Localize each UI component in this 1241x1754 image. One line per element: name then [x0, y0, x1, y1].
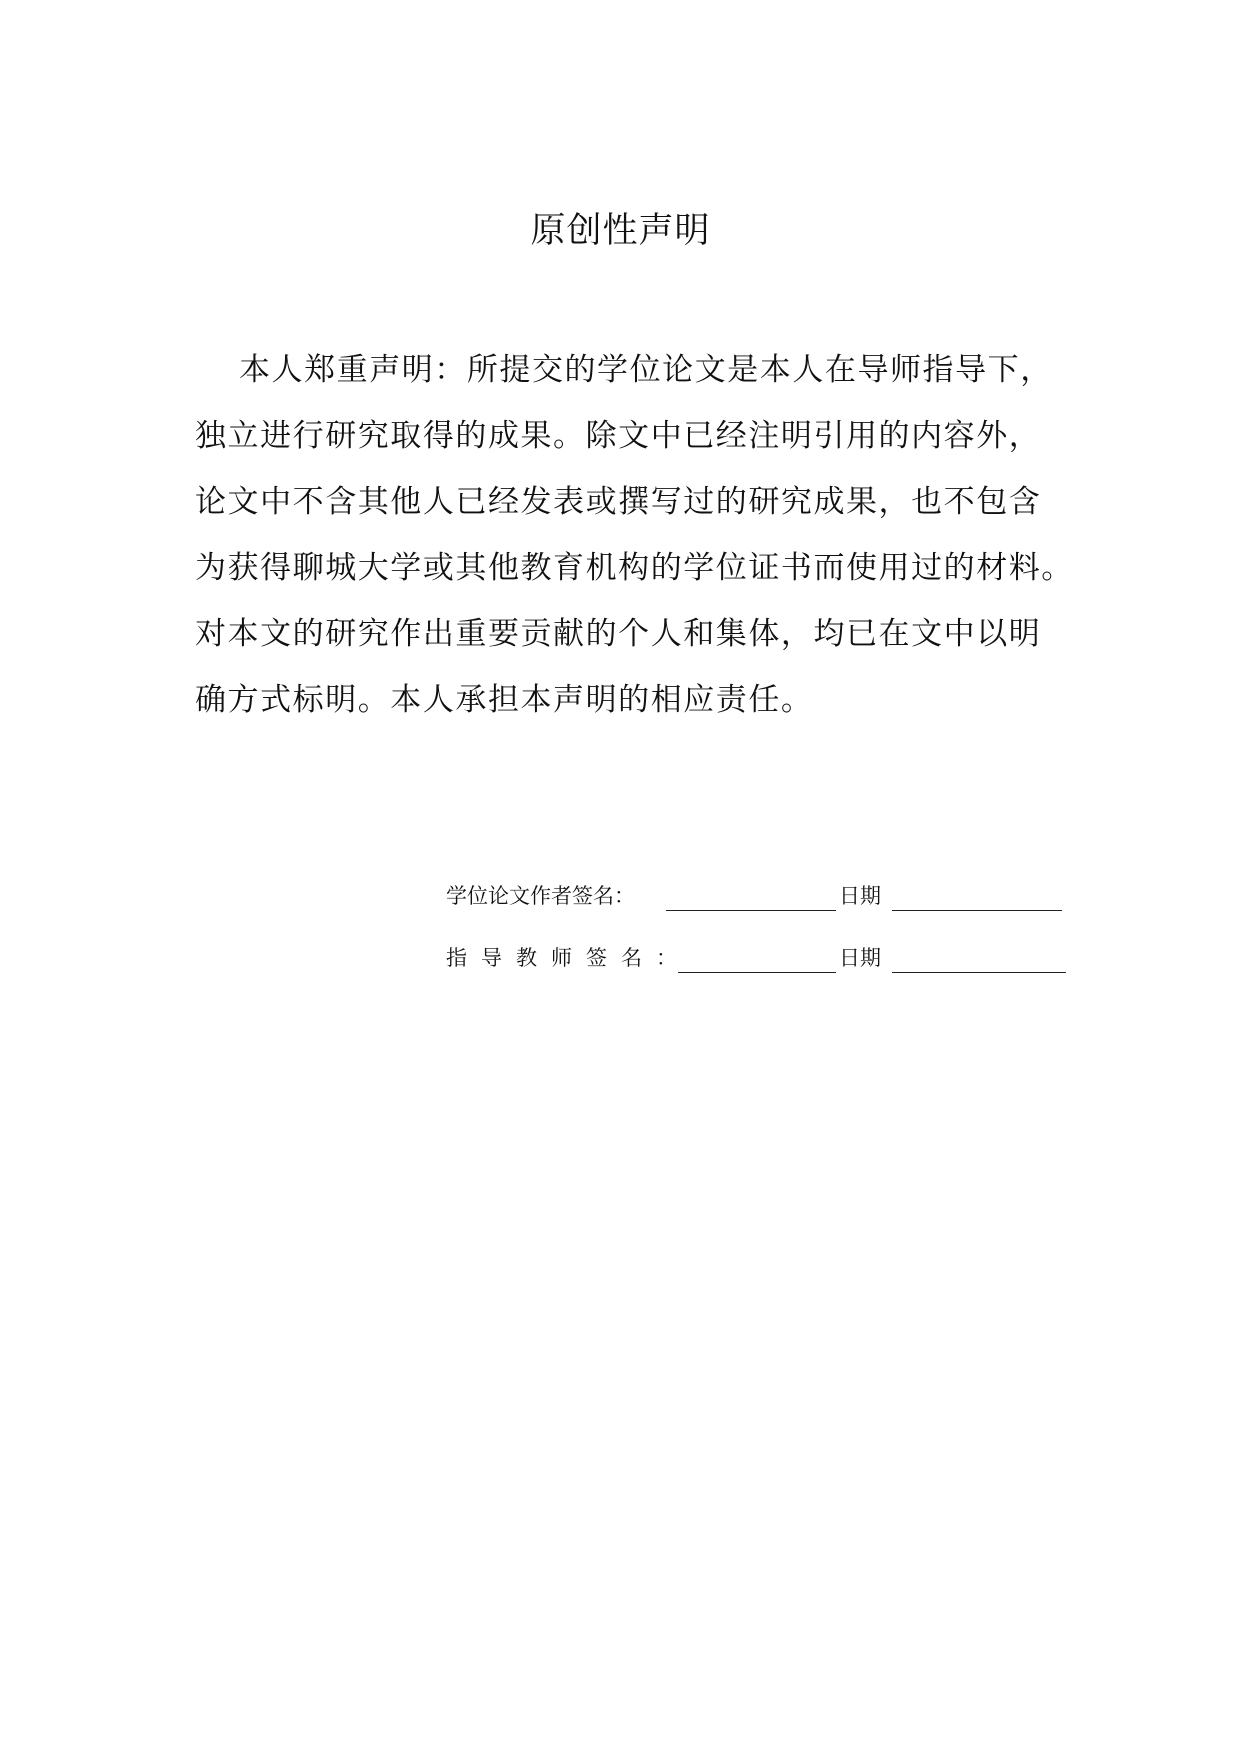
advisor-signature-row — [446, 948, 1066, 978]
advisor-date-line[interactable] — [892, 972, 1066, 973]
author-signature-row — [446, 886, 1066, 916]
author-signature-line[interactable] — [666, 910, 836, 911]
author-date-label: 日期 — [839, 884, 881, 908]
advisor-signature-line[interactable] — [678, 972, 836, 973]
statement-line: 对本文的研究作出重要贡献的个人和集体，均已在文中以明 — [195, 616, 1042, 652]
statement-line: 为获得聊城大学或其他教育机构的学位证书而使用过的材料。 — [195, 550, 1074, 586]
advisor-date-label: 日期 — [839, 946, 881, 970]
statement-line: 确方式标明。本人承担本声明的相应责任。 — [195, 682, 814, 718]
author-signature-label: 学位论文作者签名： — [446, 884, 635, 908]
page-title: 原创性声明 — [530, 211, 711, 251]
author-date-line[interactable] — [892, 910, 1062, 911]
statement-line: 独立进行研究取得的成果。除文中已经注明引用的内容外， — [195, 418, 1042, 454]
advisor-signature-label: 指导教师签名： — [446, 946, 691, 970]
statement-line: 本人郑重声明：所提交的学位论文是本人在导师指导下， — [239, 352, 1053, 388]
statement-line: 论文中不含其他人已经发表或撰写过的研究成果，也不包含 — [195, 484, 1042, 520]
